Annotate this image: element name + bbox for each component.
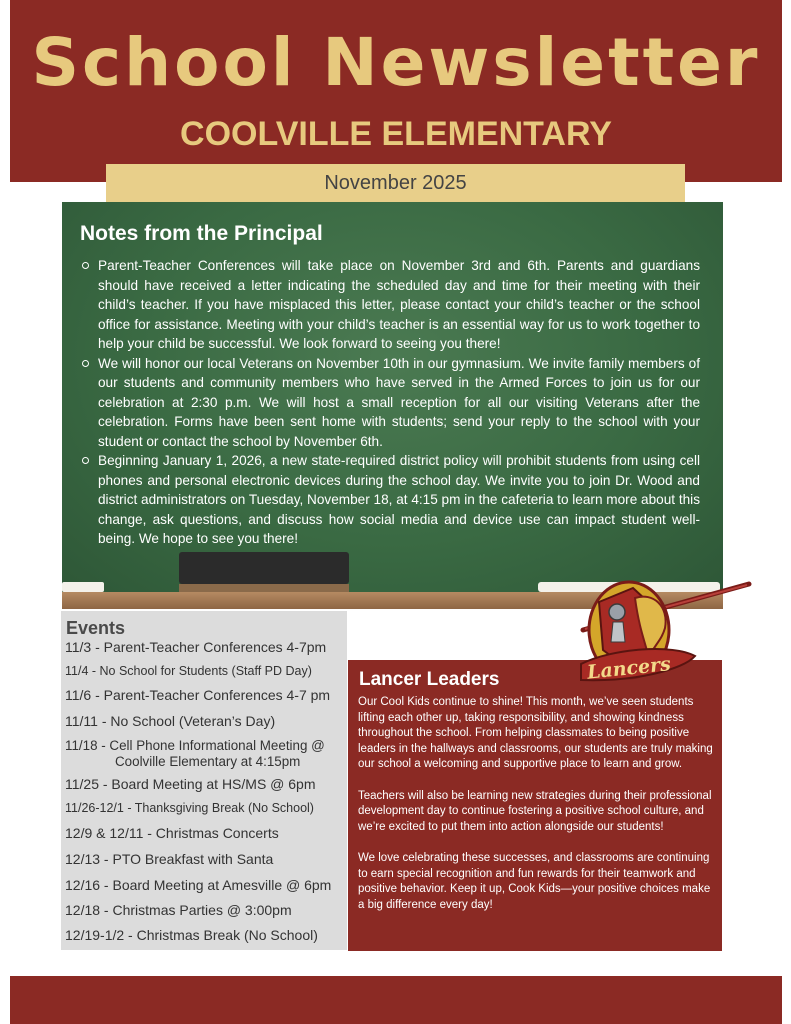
events-panel: [61, 611, 347, 950]
chalkboard-eraser: [179, 552, 349, 592]
header-band: [10, 0, 782, 182]
event-item: 12/16 - Board Meeting at Amesville @ 6pm: [65, 877, 332, 893]
lancer-leaders-paragraph: Our Cool Kids continue to shine! This month, we’ve seen students lifting each other up, taking responsibility, and showing kindness throughout the school. From helping classmates to being positive leaders in the hallways and classrooms, our students are truly making our school a welcoming and supportive place to learn and grow.: [358, 696, 713, 771]
principal-notes-list: [80, 256, 700, 549]
issue-date: November 2025: [106, 164, 685, 202]
event-item-line: 11/18 - Cell Phone Informational Meeting @: [65, 738, 325, 753]
event-item: 11/4 - No School for Students (Staff PD Day): [65, 664, 312, 678]
principal-note: [80, 451, 700, 549]
principal-notes-chalkboard: [62, 202, 723, 594]
event-item: 11/25 - Board Meeting at HS/MS @ 6pm: [65, 776, 316, 792]
principal-notes-heading: Notes from the Principal: [80, 222, 323, 245]
event-item: 12/18 - Christmas Parties @ 3:00pm: [65, 902, 292, 918]
events-heading: Events: [66, 618, 126, 638]
lancer-leaders-heading: Lancer Leaders: [359, 669, 500, 690]
school-name: COOLVILLE ELEMENTARY: [180, 115, 612, 153]
lancer-leaders-body: [358, 695, 713, 929]
principal-note-text: Parent-Teacher Conferences will take place on November 3rd and 6th. Parents and guardians should have received a letter indicating the scheduled day and time for their meeting with their child’s teacher. If you have misplaced this letter, please contact your child’s teacher or the school office for assistance. Meeting with your child’s teacher is an essential way for us to work together to help your child be successful. We look forward to seeing you there!: [98, 258, 700, 351]
event-item: 11/3 - Parent-Teacher Conferences 4-7pm: [65, 639, 327, 655]
principal-note-text: Beginning January 1, 2026, a new state-required district policy will prohibit students from using cell phones and personal electronic devices during the school day. We invite you to join Dr. Wood and district administrators on Tuesday, November 18, at 4:15 pm in the cafeteria to learn more about this change, ask questions, and discuss how social media and device use can impact student well-being. We hope to see you there!: [98, 453, 700, 546]
lancer-leaders-paragraph: We love celebrating these successes, and classrooms are continuing to earn special recognition and fun rewards for their teamwork and positive behavior. Keep it up, Cook Kids—your positive choices make a big difference every day!: [358, 851, 711, 911]
bullet-icon: [82, 262, 89, 269]
lancer-leaders-panel: [348, 660, 722, 951]
bullet-icon: [82, 360, 89, 367]
event-item: 12/19-1/2 - Christmas Break (No School): [65, 927, 318, 943]
event-item: 11/11 - No School (Veteran’s Day): [65, 713, 276, 729]
logo-text: Lancers: [586, 653, 672, 684]
principal-note: [80, 256, 700, 354]
principal-note: [80, 354, 700, 452]
footer-band: [10, 976, 782, 1024]
event-item: 12/13 - PTO Breakfast with Santa: [65, 851, 274, 867]
event-item: 12/9 & 12/11 - Christmas Concerts: [65, 825, 279, 841]
newsletter-title: School Newsletter: [31, 24, 761, 101]
principal-note-text: We will honor our local Veterans on November 10th in our gymnasium. We invite family members of our students and community members who have served in the Armed Forces to join us for our celebration at 2:30 p.m. We will host a small reception for all our visiting Veterans after the celebration. Forms have been sent home with students; send your reply to the school with your student or contact the school by November 6th.: [98, 355, 700, 449]
event-item: [65, 738, 325, 770]
lancer-leaders-paragraph: Teachers will also be learning new strategies during their professional development day to continue fostering a positive school culture, and we’re excited to put them into action alongside our students!: [358, 789, 712, 833]
chalk-stick: [62, 582, 104, 592]
event-item: 11/26-12/1 - Thanksgiving Break (No School): [65, 801, 314, 815]
lancer-knight-logo-icon: [573, 572, 753, 692]
event-item-line: Coolville Elementary at 4:15pm: [115, 754, 301, 769]
event-item: 11/6 - Parent-Teacher Conferences 4-7 pm: [65, 687, 331, 703]
bullet-icon: [82, 457, 89, 464]
